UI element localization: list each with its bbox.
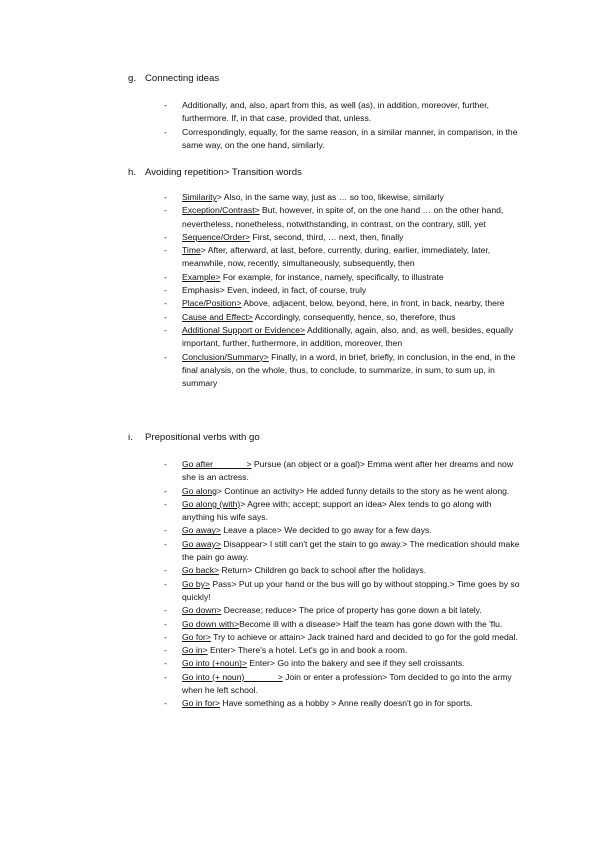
item-text: > Also, in the same way, just as … so too, likewise, similarly xyxy=(216,192,444,202)
item-term: Go into (+noun)> xyxy=(182,658,247,669)
list-item xyxy=(0,204,600,231)
bullet-list xyxy=(0,191,600,390)
item-term: Go in> xyxy=(182,645,208,656)
dash-bullet-icon: - xyxy=(164,645,167,656)
dash-bullet-icon: - xyxy=(164,605,167,616)
item-term: Cause and Effect> xyxy=(182,311,253,322)
section-letter: i. xyxy=(128,432,133,443)
dash-bullet-icon: - xyxy=(164,578,167,589)
item-text: Have something as a hobby > Anne really doesn't go in for sports. xyxy=(219,698,473,709)
item-text: > Agree with; accept; support an idea> Alex tends to go along with anything his wife says. xyxy=(182,498,492,523)
section-heading xyxy=(0,72,600,86)
item-text: Enter> There's a hotel. Let's go in and book a room. xyxy=(207,645,408,656)
section-connecting-ideas xyxy=(0,72,600,152)
bullet-list xyxy=(0,99,600,152)
dash-bullet-icon: - xyxy=(164,324,167,335)
item-term: Go into (+ noun) > xyxy=(182,671,283,682)
list-item xyxy=(0,271,600,284)
item-text: > Continue an activity> He added funny details to the story as he went along. xyxy=(216,485,510,496)
item-term: Additional Support or Evidence> xyxy=(182,324,306,335)
item-text: Above, adjacent, below, beyond, here, in front, in back, nearby, there xyxy=(241,298,505,309)
list-item xyxy=(0,618,600,631)
dash-bullet-icon: - xyxy=(164,205,167,216)
item-term: Go down with> xyxy=(182,618,240,629)
item-term: Exception/Contrast> xyxy=(182,205,260,216)
section-title: Avoiding repetition> Transition words xyxy=(145,167,302,178)
list-item xyxy=(0,311,600,324)
item-term: Go by> xyxy=(182,578,210,589)
item-text: Join or enter a profession> Tom decided to go into the army when he left school. xyxy=(182,671,512,696)
item-text: Disappear> I still can't get the stain to go away.> The medication should make the pain go away. xyxy=(182,538,520,563)
item-text: Enter> Go into the bakery and see if they sell croissants. xyxy=(246,658,465,669)
list-item xyxy=(0,564,600,577)
list-item xyxy=(0,231,600,244)
dash-bullet-icon: - xyxy=(164,285,167,296)
section-prepositional-verbs xyxy=(0,431,600,711)
item-term: Time xyxy=(182,245,201,256)
item-term: Go away> xyxy=(182,538,221,549)
item-text: Emphasis> Even, indeed, in fact, of course, truly xyxy=(182,285,367,296)
list-item xyxy=(0,498,600,525)
section-letter: g. xyxy=(128,73,137,84)
dash-bullet-icon: - xyxy=(164,525,167,536)
item-term: Sequence/Order> xyxy=(182,231,251,242)
list-item xyxy=(0,99,600,126)
list-item xyxy=(0,284,600,297)
item-term: Go along (with) xyxy=(182,498,241,509)
item-term: Go down> xyxy=(182,605,222,616)
item-text: Return> Children go back to school after the holidays. xyxy=(219,565,427,576)
list-item xyxy=(0,578,600,605)
dash-bullet-icon: - xyxy=(164,485,167,496)
dash-bullet-icon: - xyxy=(164,100,167,110)
dash-bullet-icon: - xyxy=(164,459,167,469)
dash-bullet-icon: - xyxy=(164,618,167,629)
item-term: Similarity xyxy=(182,192,217,202)
section-title: Prepositional verbs with go xyxy=(145,432,260,443)
list-item xyxy=(0,458,600,485)
dash-bullet-icon: - xyxy=(164,498,167,509)
item-term: Go for> xyxy=(182,631,211,642)
list-item xyxy=(0,297,600,310)
item-text: For example, for instance, namely, specifically, to illustrate xyxy=(220,271,444,282)
item-term: Go back> xyxy=(182,565,220,576)
dash-bullet-icon: - xyxy=(164,126,167,137)
item-term: Place/Position> xyxy=(182,298,242,309)
list-item xyxy=(0,631,600,644)
list-item xyxy=(0,191,600,204)
item-term: Go along xyxy=(182,485,217,496)
item-text: Become ill with a disease> Half the team has gone down with the 'flu. xyxy=(239,618,503,629)
item-text: First, second, third, … next, then, finally xyxy=(250,231,404,242)
item-text: Decrease; reduce> The price of property has gone down a bit lately. xyxy=(221,605,482,616)
dash-bullet-icon: - xyxy=(164,698,167,709)
item-text: Additionally, and, also, apart from this, as well (as), in addition, moreover, further, furthermore. If, in that case, provided that, unless. xyxy=(182,100,489,124)
item-term: Go after > xyxy=(182,459,252,469)
dash-bullet-icon: - xyxy=(164,311,167,322)
item-text: > After, afterward, at last, before, currently, during, earlier, immediately, later, meanwhile, now, recently, simultaneously, subsequently, then xyxy=(182,245,491,269)
item-text: Try to achieve or attain> Jack trained hard and decided to go for the gold medal. xyxy=(210,631,518,642)
list-item xyxy=(0,351,600,391)
item-text: Pass> Put up your hand or the bus will go by without stopping.> Time goes by so quickly! xyxy=(182,578,520,602)
item-text: Correspondingly, equally, for the same reason, in a similar manner, in comparison, in the same way, on the one hand, similarly. xyxy=(182,126,518,150)
bullet-list xyxy=(0,458,600,711)
list-item xyxy=(0,324,600,351)
item-text: Leave a place> We decided to go away for a few days. xyxy=(220,525,432,536)
dash-bullet-icon: - xyxy=(164,631,167,642)
dash-bullet-icon: - xyxy=(164,658,167,669)
section-letter: h. xyxy=(128,167,137,178)
section-heading xyxy=(0,431,600,445)
section-title: Connecting ideas xyxy=(145,73,220,84)
list-item xyxy=(0,604,600,617)
dash-bullet-icon: - xyxy=(164,245,167,256)
dash-bullet-icon: - xyxy=(164,231,167,242)
section-transition-words xyxy=(0,166,600,390)
item-term: Go in for> xyxy=(182,698,220,709)
item-text: Accordingly, consequently, hence, so, therefore, thus xyxy=(252,311,456,322)
dash-bullet-icon: - xyxy=(164,565,167,576)
list-item xyxy=(0,126,600,153)
list-item xyxy=(0,485,600,498)
list-item xyxy=(0,671,600,698)
list-item xyxy=(0,244,600,271)
list-item xyxy=(0,644,600,657)
item-text: Additionally, again, also, and, as well, besides, equally important, further, furthermore, in addition, moreover, then xyxy=(182,324,514,349)
item-term: Example> xyxy=(182,271,221,282)
list-item xyxy=(0,524,600,537)
item-text: But, however, in spite of, on the one hand … on the other hand, nevertheless, nonetheless, notwithstanding, in contrast, on the contrary, still, yet xyxy=(182,205,504,229)
dash-bullet-icon: - xyxy=(164,298,167,309)
dash-bullet-icon: - xyxy=(164,351,167,362)
item-term: Go away> xyxy=(182,525,221,536)
list-item xyxy=(0,538,600,565)
list-item xyxy=(0,697,600,710)
list-item xyxy=(0,657,600,670)
dash-bullet-icon: - xyxy=(164,538,167,549)
item-text: Finally, in a word, in brief, briefly, in conclusion, in the end, in the final analysis, on the whole, thus, to conclude, to summarize, in sum, to sum up, in summary xyxy=(182,351,516,389)
dash-bullet-icon: - xyxy=(164,192,167,202)
section-heading xyxy=(0,166,600,180)
dash-bullet-icon: - xyxy=(164,271,167,282)
dash-bullet-icon: - xyxy=(164,671,167,682)
item-text: Pursue (an object or a goal)> Emma went after her dreams and now she is an actress. xyxy=(182,459,514,483)
item-term: Conclusion/Summary> xyxy=(182,351,269,362)
